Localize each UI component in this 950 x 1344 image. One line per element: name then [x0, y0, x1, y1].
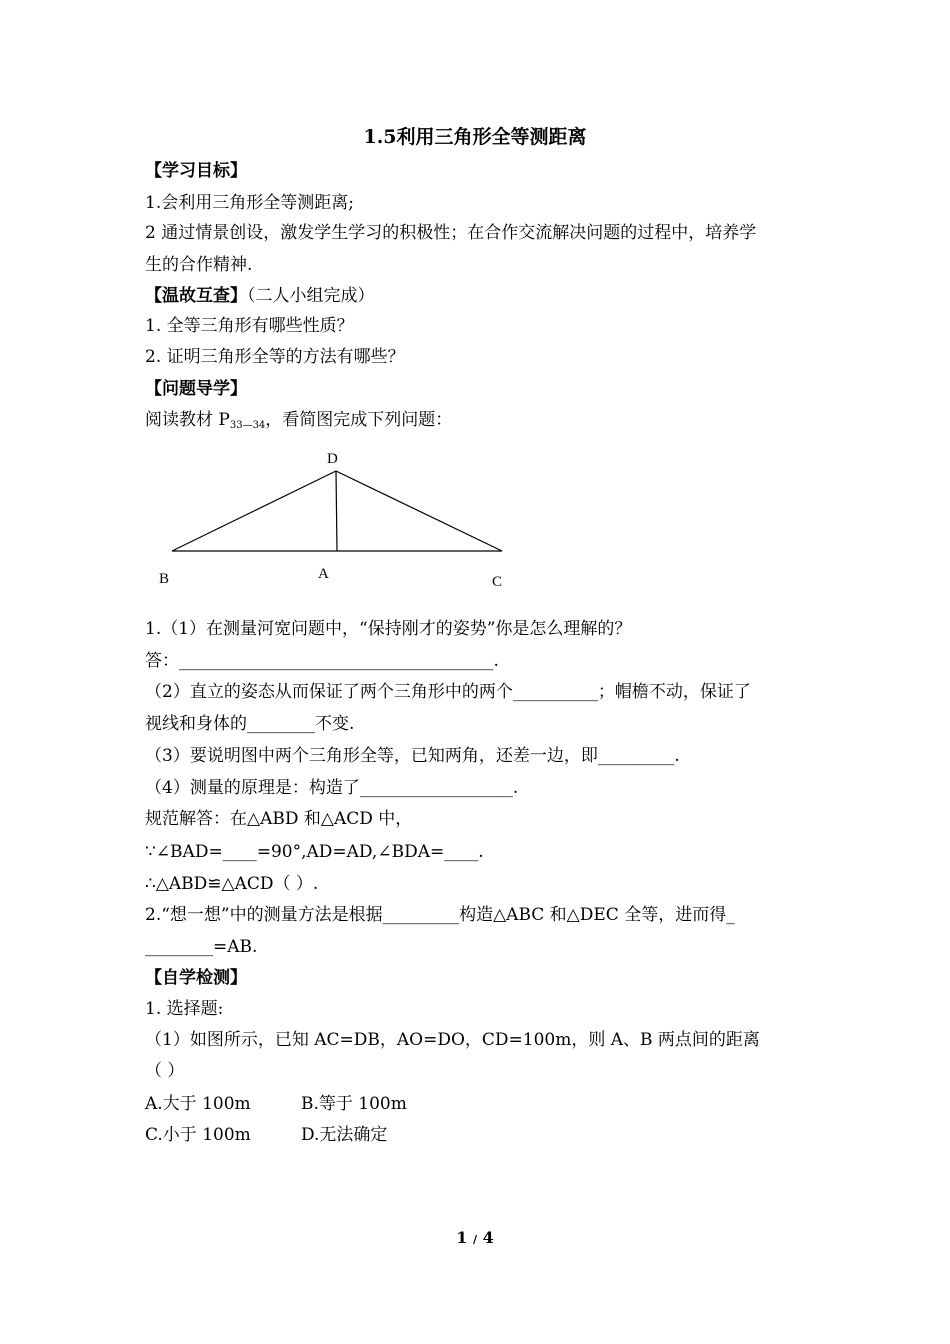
answer-line: 答：_____________________________________. [145, 651, 499, 671]
label-c: C [492, 574, 503, 590]
solution-because: ∵∠BAD=____=90°,AD=AD,∠BDA=____. [145, 842, 484, 862]
question-5: 2.“想一想”中的测量方法是根据_________构造△ABC 和△DEC 全等，进而得_ [145, 905, 735, 925]
self-test-item-2: （1）如图所示，已知 AC=DB，AO=DO，CD=100m，则 A、B 两点间的距离 [145, 1030, 760, 1050]
option-d: D.无法确定 [301, 1125, 388, 1145]
guide-intro-pages: 33—34 [229, 420, 266, 431]
guide-intro-prefix: 阅读教材 P [145, 410, 230, 430]
page-number [0, 1228, 950, 1247]
options-row-2 [145, 1124, 825, 1146]
guide-intro-suffix: ，看简图完成下列问题： [265, 410, 453, 430]
page-current: 1 [456, 1228, 468, 1247]
page-separator: / [472, 1233, 478, 1246]
question-5-cont: ________=AB. [145, 937, 258, 957]
page-total: 4 [482, 1228, 494, 1247]
segment-dc [336, 471, 502, 551]
solution-therefore: ∴△ABD≌△ACD（ ）. [145, 874, 319, 894]
option-c: C.小于 100m [145, 1125, 251, 1145]
self-test-heading: 【自学检测】 [145, 968, 247, 988]
review-heading: 【温故互查】 [145, 286, 247, 306]
question-2: （2）直立的姿态从而保证了两个三角形中的两个__________；帽檐不动，保证了 [145, 682, 751, 702]
solution-intro: 规范解答：在△ABD 和△ACD 中， [145, 809, 413, 829]
review-item-2: 2. 证明三角形全等的方法有哪些？ [145, 347, 405, 367]
review-note: （二人小组完成） [247, 286, 375, 306]
guide-intro [145, 409, 825, 437]
goal-item-1: 1.会利用三角形全等测距离; [145, 193, 354, 213]
triangle-figure [145, 448, 545, 596]
triangle-diagram [145, 448, 545, 596]
options-row-1 [145, 1093, 825, 1115]
label-a: A [318, 566, 329, 582]
question-1: 1.（1）在测量河宽问题中，“保持刚才的姿势”你是怎么理解的？ [145, 619, 632, 639]
guide-heading: 【问题导学】 [145, 379, 247, 399]
segment-da [336, 471, 337, 551]
goal-item-2: 2 通过情景创设，激发学生学习的积极性；在合作交流解决问题的过程中，培养学 [145, 223, 757, 243]
review-item-1: 1. 全等三角形有哪些性质？ [145, 316, 354, 336]
review-heading-line [145, 285, 825, 307]
question-3: （3）要说明图中两个三角形全等，已知两角，还差一边，即_________. [145, 746, 680, 766]
page-title: 1.5利用三角形全等测距离 [363, 126, 587, 148]
goal-item-3: 生的合作精神. [145, 255, 253, 275]
segment-bd [172, 471, 336, 551]
self-test-item-3: （ ） [145, 1061, 185, 1081]
option-a: A.大于 100m [145, 1094, 251, 1114]
question-4: （4）测量的原理是：构造了__________________. [145, 778, 519, 798]
label-d: D [327, 451, 338, 467]
option-b: B.等于 100m [301, 1094, 407, 1114]
goals-heading: 【学习目标】 [145, 161, 247, 181]
question-2-cont: 视线和身体的________不变. [145, 714, 355, 734]
self-test-item-1: 1. 选择题: [145, 999, 224, 1019]
label-b: B [159, 571, 170, 587]
